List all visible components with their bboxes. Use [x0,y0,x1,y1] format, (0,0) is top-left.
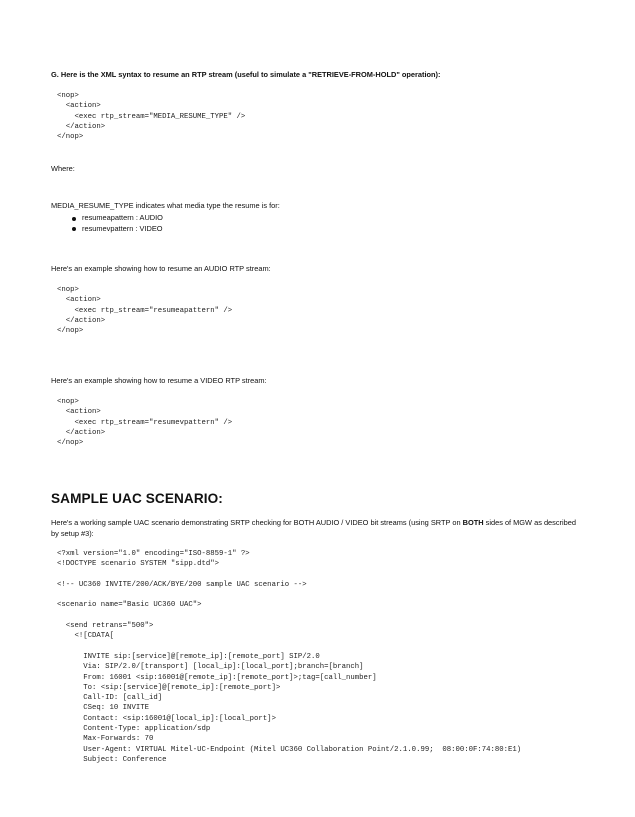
scenario-comment-code: <!-- UC360 INVITE/200/ACK/BYE/200 sample UAC scenario --> [57,581,307,589]
sample-scenario-description [51,518,581,539]
description-text: Here's a working sample UAC scenario demonstrating SRTP checking for BOTH AUDIO / VIDEO bit streams (using SRTP on [51,518,463,527]
send-cdata-code: <send retrans="500"> <![CDATA[ [65,622,154,641]
list-item: resumevpattern : VIDEO [70,224,163,235]
invite-message-code: INVITE sip:[service]@[remote_ip]:[remote_port] SIP/2.0 Via: SIP/2.0/[transport] [local_ip]:[local_port];branch=[branch] From: 16001 <sip:16001@[remote_ip]:[remote_port]>;tag=[call_number] To: <sip:[service]@[remote_ip]:[remote_port]> Call-ID: [call_id] CSeq: 10 INVITE Contact: <sip:16001@[local_ip]:[local_port]> Content-Type: application/sdp Max-Forwards: 70 User-Agent: VIRTUAL Mitel-UC-Endpoint (Mitel UC360 Collaboration Point/2.1.0.99; 08:00:0F:74:80:E1) Subject: Conference [83,653,522,764]
video-example-intro: Here's an example showing how to resume a VIDEO RTP stream: [51,376,267,385]
xml-header-code: <?xml version="1.0" encoding="ISO-8859-1" ?> <!DOCTYPE scenario SYSTEM "sipp.dtd"> [57,550,250,569]
media-type-list [70,213,163,235]
section-g-heading: G. Here is the XML syntax to resume an RTP stream (useful to simulate a "RETRIEVE-FROM-HOLD" operation): [51,70,441,79]
sample-uac-scenario-title: SAMPLE UAC SCENARIO: [51,491,223,506]
media-type-description: MEDIA_RESUME_TYPE indicates what media type the resume is for: [51,201,280,210]
audio-example-code-block: <nop> <action> <exec rtp_stream="resumeapattern" /> </action> </nop> [57,286,233,336]
audio-example-intro: Here's an example showing how to resume an AUDIO RTP stream: [51,264,271,273]
description-emphasis: BOTH [462,518,484,527]
where-label: Where: [51,164,75,173]
list-item: resumeapattern : AUDIO [70,213,163,224]
description-text: sides of MGW as described by setup #3): [51,518,576,538]
video-example-code-block: <nop> <action> <exec rtp_stream="resumevpattern" /> </action> </nop> [57,398,233,448]
resume-syntax-code-block: <nop> <action> <exec rtp_stream="MEDIA_RESUME_TYPE" /> </action> </nop> [57,92,246,142]
scenario-tag-code: <scenario name="Basic UC360 UAC"> [57,601,202,609]
